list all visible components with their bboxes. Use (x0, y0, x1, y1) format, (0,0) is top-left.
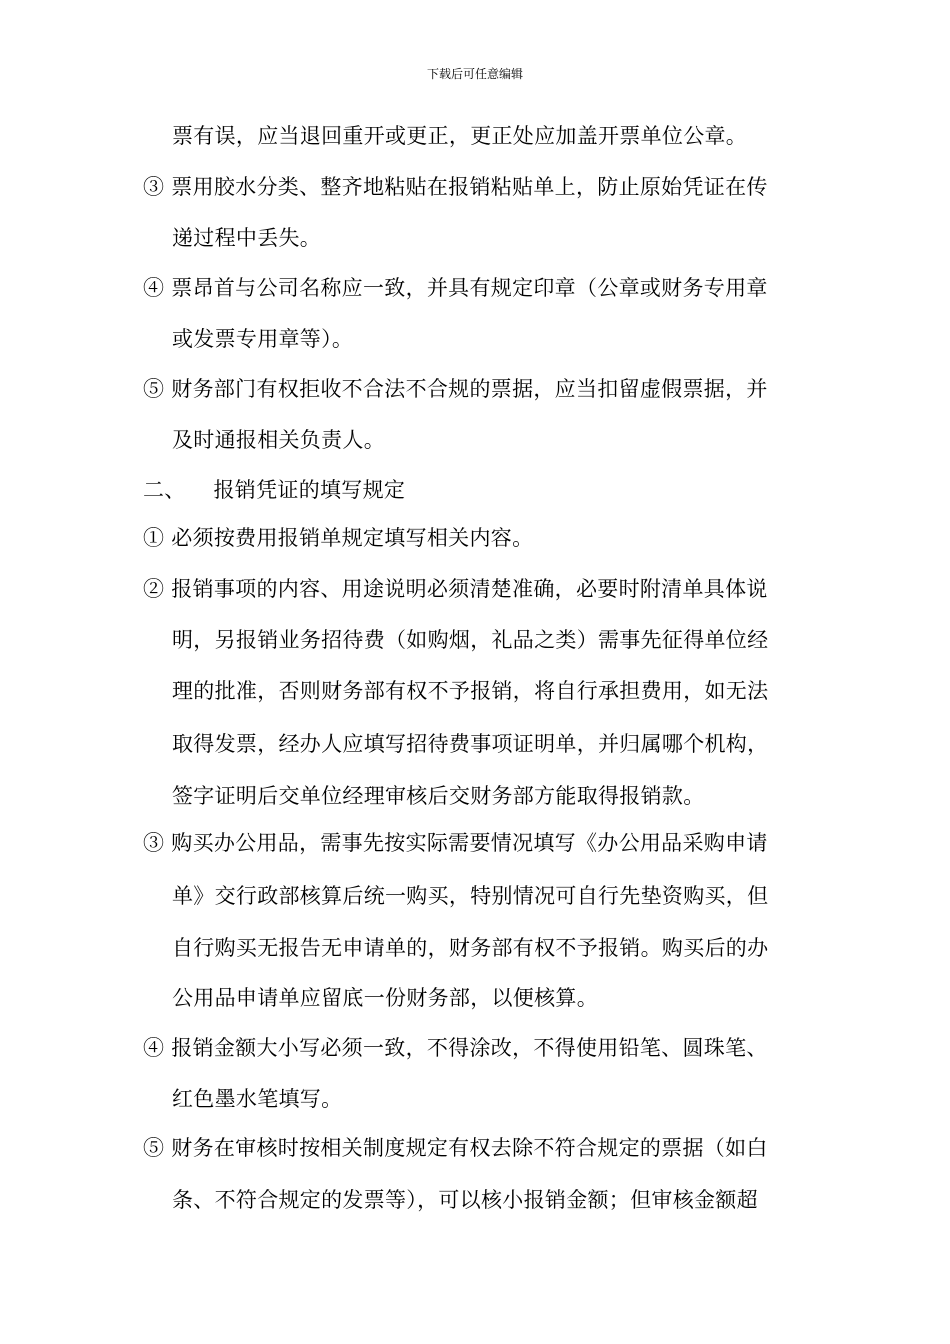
list-item-4: ④ 票昂首与公司名称应一致，并具有规定印章（公章或财务专用章 (143, 276, 768, 300)
text-line: 取得发票，经办人应填写招待费事项证明单，并归属哪个机构， (172, 732, 769, 756)
page-header: 下载后可任意编辑 (426, 67, 523, 81)
text-line: 公用品申请单应留底一份财务部，以便核算。 (172, 986, 598, 1010)
list-item-5: ⑤ 财务在审核时按相关制度规定有权去除不符合规定的票据（如白 (143, 1136, 768, 1160)
text-line: 票有误，应当退回重开或更正，更正处应加盖开票单位公章。 (172, 124, 748, 148)
list-item-2: ② 报销事项的内容、用途说明必须清楚准确，必要时附清单具体说 (143, 577, 768, 601)
list-item-3: ③ 票用胶水分类、整齐地粘贴在报销粘贴单上，防止原始凭证在传 (143, 175, 768, 199)
text-line: 单》交行政部核算后统一购买，特别情况可自行先垫资购买，但 (172, 884, 769, 908)
list-item-3: ③ 购买办公用品，需事先按实际需要情况填写《办公用品采购申请 (143, 831, 768, 855)
list-item-4: ④ 报销金额大小写必须一致，不得涂改，不得使用铅笔、圆珠笔、 (143, 1036, 768, 1060)
text-line: 或发票专用章等）。 (172, 327, 354, 351)
section-heading: 二、 报销凭证的填写规定 (143, 478, 406, 502)
text-line: 理的批准，否则财务部有权不予报销，将自行承担费用，如无法 (172, 679, 769, 703)
text-line: 签字证明后交单位经理审核后交财务部方能取得报销款。 (172, 784, 705, 808)
text-line: 递过程中丢失。 (172, 226, 322, 250)
list-item-1: ① 必须按费用报销单规定填写相关内容。 (143, 526, 534, 550)
text-line: 自行购买无报告无申请单的，财务部有权不予报销。购买后的办 (172, 936, 769, 960)
text-line: 条、不符合规定的发票等），可以核小报销金额；但审核金额超 (172, 1188, 758, 1212)
list-item-5: ⑤ 财务部门有权拒收不合法不合规的票据，应当扣留虚假票据，并 (143, 377, 768, 401)
text-line: 红色墨水笔填写。 (172, 1087, 343, 1111)
text-line: 明，另报销业务招待费（如购烟，礼品之类）需事先征得单位经 (172, 628, 769, 652)
text-line: 及时通报相关负责人。 (172, 428, 385, 452)
